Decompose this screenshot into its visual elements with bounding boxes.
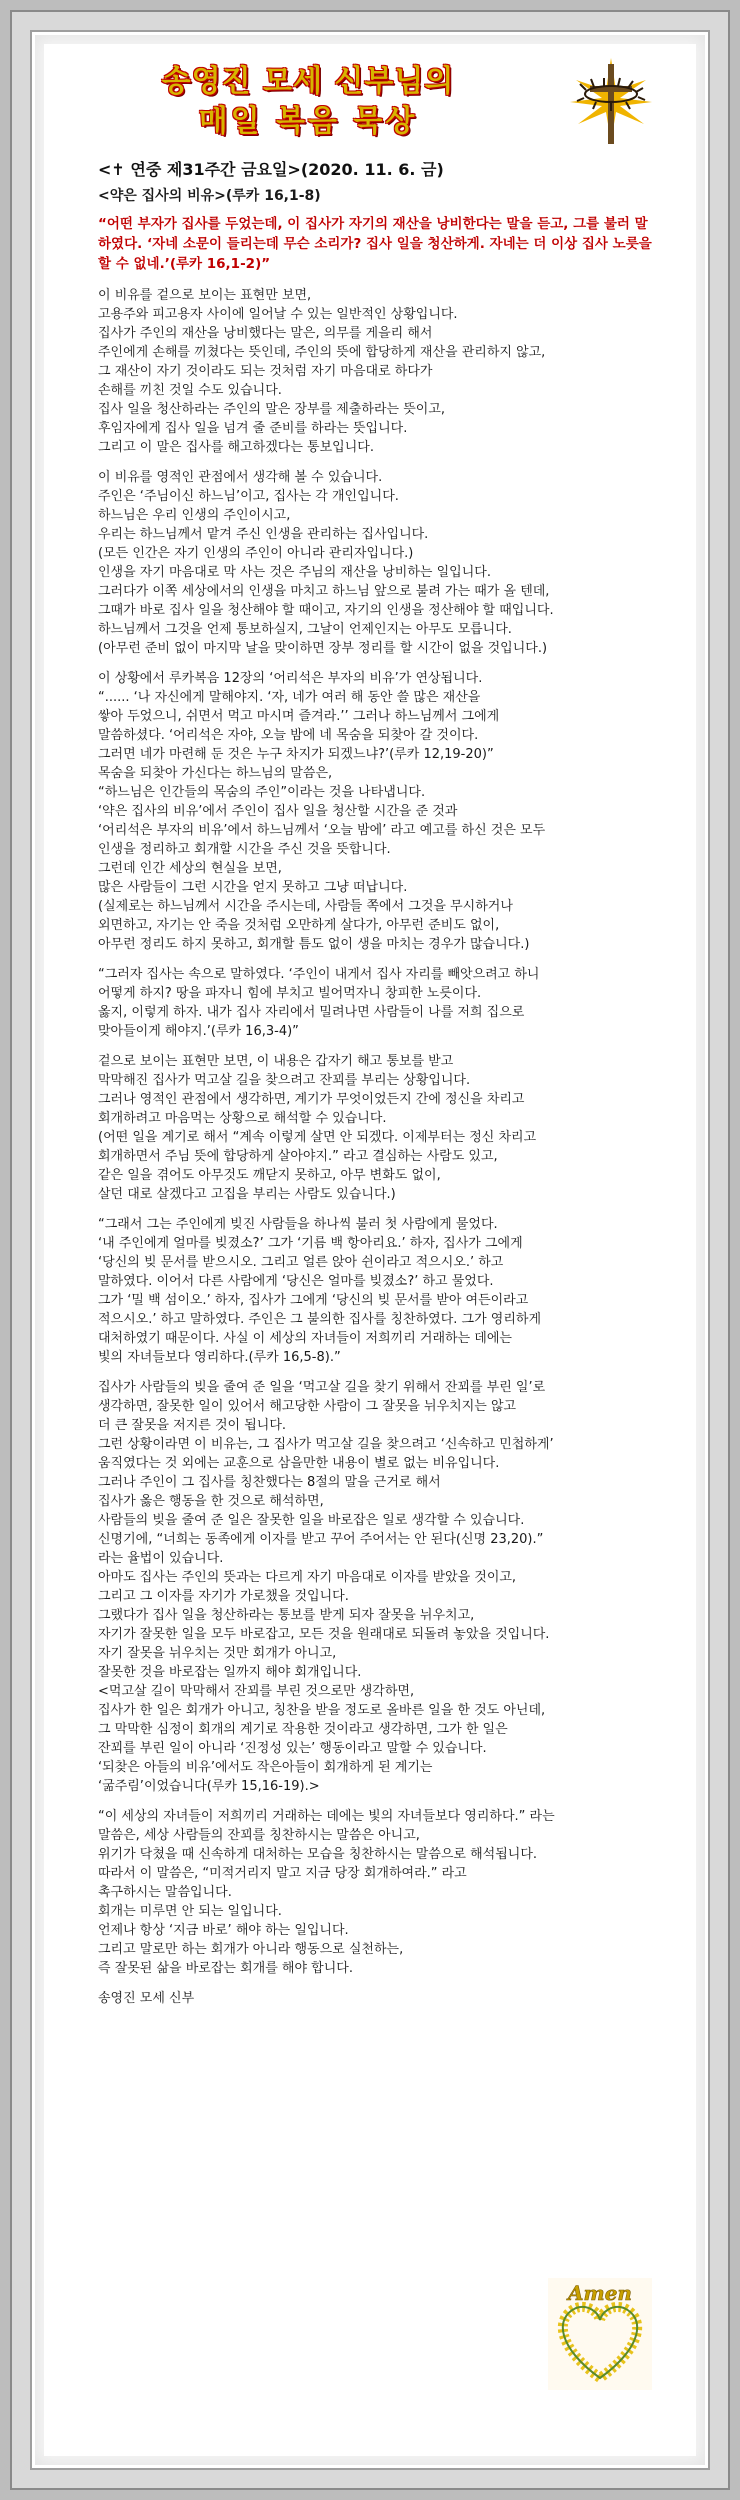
text-line: 회개하려고 마음먹는 상황으로 해석할 수 있습니다.: [98, 1111, 387, 1126]
text-line: 인생을 자기 마음대로 막 사는 것은 주님의 재산을 낭비하는 일입니다.: [98, 565, 491, 580]
meditation-page: [44, 44, 696, 2456]
text-line: “이 세상의 자녀들이 저희끼리 거래하는 데에는 빛의 자녀들보다 영리하다.” 라는: [98, 1809, 555, 1824]
text-line: 그 재산이 자기 것이라도 되는 것처럼 자기 마음대로 하다가: [98, 364, 433, 379]
text-line: 집사가 한 일은 회개가 아니고, 칭찬을 받을 정도로 올바른 일을 한 것도 아닌데,: [98, 1703, 546, 1718]
text-line: 회개는 미루면 안 되는 일입니다.: [98, 1904, 282, 1919]
text-line: 집사가 주인의 재산을 낭비했다는 말은, 의무를 게을리 해서: [98, 326, 433, 341]
text-line: 적으시오.’ 하고 말하였다. 주인은 그 불의한 집사를 칭찬하였다. 그가 영리하게: [98, 1312, 542, 1327]
text-line: 따라서 이 말씀은, “미적거리지 말고 지금 당장 회개하여라.” 라고: [98, 1866, 467, 1881]
text-line: 하느님은 우리 인생의 주인이시고,: [98, 508, 291, 523]
text-line: 맞아들이게 해야지.’(루카 16,3-4)”: [98, 1024, 299, 1039]
text-line: 우리는 하느님께서 맡겨 주신 인생을 관리하는 집사입니다.: [98, 527, 429, 542]
text-line: 자기가 잘못한 일을 모두 바로잡고, 모든 것을 원래대로 되돌려 놓았을 것입니다.: [98, 1627, 550, 1642]
text-line: 집사가 사람들의 빚을 줄여 준 일을 ‘먹고살 길을 찾기 위해서 잔꾀를 부린 일’로: [98, 1380, 546, 1395]
paragraph: [98, 1378, 658, 1796]
signature: 송영진 모세 신부: [98, 1991, 195, 2006]
text-line: 촉구하시는 말씀입니다.: [98, 1885, 232, 1900]
text-line: 그런 상황이라면 이 비유는, 그 집사가 먹고살 길을 찾으려고 ‘신속하고 민첩하게’: [98, 1437, 554, 1452]
text-line: 생각하면, 잘못한 일이 있어서 해고당한 사람이 그 잘못을 뉘우치지는 않고: [98, 1399, 517, 1414]
text-line: 즉 잘못된 삶을 바로잡는 회개를 해야 합니다.: [98, 1961, 353, 1976]
text-line: 이 비유를 영적인 관점에서 생각해 볼 수 있습니다.: [98, 470, 383, 485]
text-line: 라는 율법이 있습니다.: [98, 1551, 224, 1566]
text-line: (실제로는 하느님께서 시간을 주시는데, 사람들 쪽에서 그것을 무시하거나: [98, 899, 513, 914]
header: [44, 44, 696, 156]
gospel-subtitle: <약은 집사의 비유>(루카 16,1-8): [98, 188, 321, 204]
text-line: 대처하였기 때문이다. 사실 이 세상의 자녀들이 저희끼리 거래하는 데에는: [98, 1331, 512, 1346]
text-line: 손해를 끼친 것일 수도 있습니다.: [98, 383, 282, 398]
text-line: 신명기에, “너희는 동족에게 이자를 받고 꾸어 주어서는 안 된다(신명 23,20).”: [98, 1532, 544, 1547]
date-heading: <✝ 연중 제31주간 금요일>(2020. 11. 6. 금): [98, 160, 444, 179]
text-line: 겉으로 보이는 표현만 보면, 이 내용은 갑자기 해고 통보를 받고: [98, 1054, 454, 1069]
paragraph: [98, 286, 658, 457]
text-line: 하느님께서 그것을 언제 통보하실지, 그날이 언제인지는 아무도 모릅니다.: [98, 622, 512, 637]
text-line: 집사 일을 청산하라는 주인의 말은 장부를 제출하라는 뜻이고,: [98, 402, 446, 417]
text-line: 주인은 ‘주님이신 하느님’이고, 집사는 각 개인입니다.: [98, 489, 399, 504]
text-line: 위기가 닥쳤을 때 신속하게 대처하는 모습을 칭찬하시는 말씀으로 해석됩니다.: [98, 1847, 538, 1862]
text-line: 옳지, 이렇게 하자. 내가 집사 자리에서 밀려나면 사람들이 나를 저희 집으로: [98, 1005, 525, 1020]
text-line: <먹고살 길이 막막해서 잔꾀를 부린 것으로만 생각하면,: [98, 1684, 415, 1699]
text-line: “그러자 집사는 속으로 말하였다. ‘주인이 내게서 집사 자리를 빼앗으려고 하니: [98, 967, 540, 982]
text-line: 인생을 정리하고 회개할 시간을 주신 것을 뜻합니다.: [98, 842, 391, 857]
text-line: (모든 인간은 자기 인생의 주인이 아니라 관리자입니다.): [98, 546, 414, 561]
paragraph: [98, 1215, 658, 1367]
text-line: 외면하고, 자기는 안 죽을 것처럼 오만하게 살다가, 아무런 준비도 없이,: [98, 918, 500, 933]
text-line: 말씀하셨다. ‘어리석은 자야, 오늘 밤에 네 목숨을 되찾아 갈 것이다.: [98, 728, 479, 743]
text-line: 잔꾀를 부린 일이 아니라 ‘진정성 있는’ 행동이라고 말할 수 있습니다.: [98, 1741, 487, 1756]
text-line: 그 막막한 심정이 회개의 계기로 작용한 것이라고 생각하면, 그가 한 일은: [98, 1722, 508, 1737]
text-line: 그러면 네가 마련해 둔 것은 누구 차지가 되겠느냐?’(루카 12,19-20)”: [98, 747, 494, 762]
paragraph: [98, 468, 658, 658]
crown-of-thorns-icon: [556, 50, 666, 150]
text-line: ‘내 주인에게 얼마를 빚졌소?’ 그가 ‘기름 백 항아리요.’ 하자, 집사가 그에게: [98, 1236, 523, 1251]
text-line: 말하였다. 이어서 다른 사람에게 ‘당신은 얼마를 빚졌소?’ 하고 물었다.: [98, 1274, 494, 1289]
text-line: 그때가 바로 집사 일을 청산해야 할 때이고, 자기의 인생을 정산해야 할 때입니다.: [98, 603, 554, 618]
text-line: 고용주와 피고용자 사이에 일어날 수 있는 일반적인 상황입니다.: [98, 307, 458, 322]
text-line: 자기 잘못을 뉘우치는 것만 회개가 아니고,: [98, 1646, 337, 1661]
text-line: 그러다가 이쪽 세상에서의 인생을 마치고 하느님 앞으로 불려 가는 때가 올 텐데,: [98, 584, 550, 599]
text-line: 많은 사람들이 그런 시간을 얻지 못하고 그냥 떠납니다.: [98, 880, 408, 895]
text-line: 사람들의 빚을 줄여 준 일은 잘못한 일을 바로잡은 일로 생각할 수 있습니다.: [98, 1513, 525, 1528]
text-line: 회개하면서 주님 뜻에 합당하게 살아야지.” 라고 결심하는 사람도 있고,: [98, 1149, 498, 1164]
text-line: 그가 ‘밀 백 섬이오.’ 하자, 집사가 그에게 ‘당신의 빚 문서를 받아 여든이라고: [98, 1293, 529, 1308]
text-line: (어떤 일을 계기로 해서 “계속 이렇게 살면 안 되겠다. 이제부터는 정신 차리고: [98, 1130, 537, 1145]
text-line: 살던 대로 살겠다고 고집을 부리는 사람도 있습니다.): [98, 1187, 396, 1202]
text-line: 그러나 주인이 그 집사를 칭찬했다는 8절의 말을 근거로 해서: [98, 1475, 441, 1490]
text-line: 목숨을 되찾아 가신다는 하느님의 말씀은,: [98, 766, 333, 781]
text-line: 그리고 그 이자를 자기가 가로챘을 것입니다.: [98, 1589, 349, 1604]
text-line: “하느님은 인간들의 목숨의 주인”이라는 것을 나타냅니다.: [98, 785, 426, 800]
text-line: ‘어리석은 부자의 비유’에서 하느님께서 ‘오늘 밤에’ 라고 예고를 하신 것은 모두: [98, 823, 546, 838]
text-line: 같은 일을 겪어도 아무것도 깨닫지 못하고, 아무 변화도 없이,: [98, 1168, 441, 1183]
title-line-1: 송영진 모세 신부님의: [161, 64, 455, 99]
text-line: 막막해진 집사가 먹고살 길을 찾으려고 잔꾀를 부리는 상황입니다.: [98, 1073, 471, 1088]
paragraph: [98, 965, 658, 1041]
text-line: 후임자에게 집사 일을 넘겨 줄 준비를 하라는 뜻입니다.: [98, 421, 408, 436]
amen-heart-wreath-icon: [548, 2278, 652, 2390]
paragraph: [98, 1052, 658, 1204]
text-line: ‘약은 집사의 비유’에서 주인이 집사 일을 청산할 시간을 준 것과: [98, 804, 458, 819]
text-line: “...... ‘나 자신에게 말해야지. ‘자, 네가 여러 해 동안 쓸 많은 재산을: [98, 690, 481, 705]
text-line: 쌓아 두었으니, 쉬면서 먹고 마시며 즐겨라.’’ 그러나 하느님께서 그에게: [98, 709, 500, 724]
text-line: 집사가 옳은 행동을 한 것으로 해석하면,: [98, 1494, 324, 1509]
text-line: 언제나 항상 ‘지금 바로’ 해야 하는 일입니다.: [98, 1923, 349, 1938]
text-line: 이 비유를 겉으로 보이는 표현만 보면,: [98, 288, 312, 303]
text-line: 그러나 영적인 관점에서 생각하면, 계기가 무엇이었든지 간에 정신을 차리고: [98, 1092, 525, 1107]
text-line: 그리고 말로만 하는 회개가 아니라 행동으로 실천하는,: [98, 1942, 404, 1957]
paragraph: [98, 1807, 658, 1978]
paragraphs: [98, 286, 658, 1978]
text-line: 그리고 이 말은 집사를 해고하겠다는 통보입니다.: [98, 440, 374, 455]
text-line: 잘못한 것을 바로잡는 일까지 해야 회개입니다.: [98, 1665, 362, 1680]
text-line: ‘되찾은 아들의 비유’에서도 작은아들이 회개하게 된 계기는: [98, 1760, 433, 1775]
text-line: 주인에게 손해를 끼쳤다는 뜻인데, 주인의 뜻에 합당하게 재산을 관리하지 않고,: [98, 345, 546, 360]
text-line: ‘당신의 빚 문서를 받으시오. 그리고 얼른 앉아 쉰이라고 적으시오.’ 하고: [98, 1255, 504, 1270]
paragraph: [98, 669, 658, 954]
text-line: 아마도 집사는 주인의 뜻과는 다르게 자기 마음대로 이자를 받았을 것이고,: [98, 1570, 517, 1585]
page-title: [98, 62, 518, 142]
text-line: 그랬다가 집사 일을 청산하라는 통보를 받게 되자 잘못을 뉘우치고,: [98, 1608, 475, 1623]
text-line: “그래서 그는 주인에게 빚진 사람들을 하나씩 불러 첫 사람에게 물었다.: [98, 1217, 498, 1232]
text-line: 빛의 자녀들보다 영리하다.(루카 16,5-8).”: [98, 1350, 341, 1365]
text-line: 말씀은, 세상 사람들의 잔꾀를 칭찬하시는 말씀은 아니고,: [98, 1828, 420, 1843]
text-line: 어떻게 하지? 땅을 파자니 힘에 부치고 빌어먹자니 창피한 노릇이다.: [98, 986, 482, 1001]
amen-label: Amen: [568, 2281, 632, 2305]
main-content: [98, 154, 658, 2008]
text-line: 아무런 정리도 하지 못하고, 회개할 틈도 없이 생을 마치는 경우가 많습니다.): [98, 937, 530, 952]
text-line: (아무런 준비 없이 마지막 날을 맞이하면 장부 정리를 할 시간이 없을 것입니다.): [98, 641, 548, 656]
gospel-quote: “어떤 부자가 집사를 두었는데, 이 집사가 자기의 재산을 낭비한다는 말을 듣고, 그를 불러 말하였다. ‘자네 소문이 들리는데 무슨 소리가? 집사 일을 청산하게. 자네는 더 이상 집사 노릇을 할 수 없네.’(루카 16,1-2)”: [98, 216, 652, 272]
text-line: 더 큰 잘못을 저지른 것이 됩니다.: [98, 1418, 287, 1433]
text-line: 그런데 인간 세상의 현실을 보면,: [98, 861, 282, 876]
text-line: 움직였다는 것 외에는 교훈으로 삼을만한 내용이 별로 없는 비유입니다.: [98, 1456, 500, 1471]
text-line: 이 상황에서 루카복음 12장의 ‘어리석은 부자의 비유’가 연상됩니다.: [98, 671, 483, 686]
text-line: ‘굶주림’이었습니다(루카 15,16-19).>: [98, 1779, 320, 1794]
title-line-2: 매일 복음 묵상: [198, 104, 418, 139]
